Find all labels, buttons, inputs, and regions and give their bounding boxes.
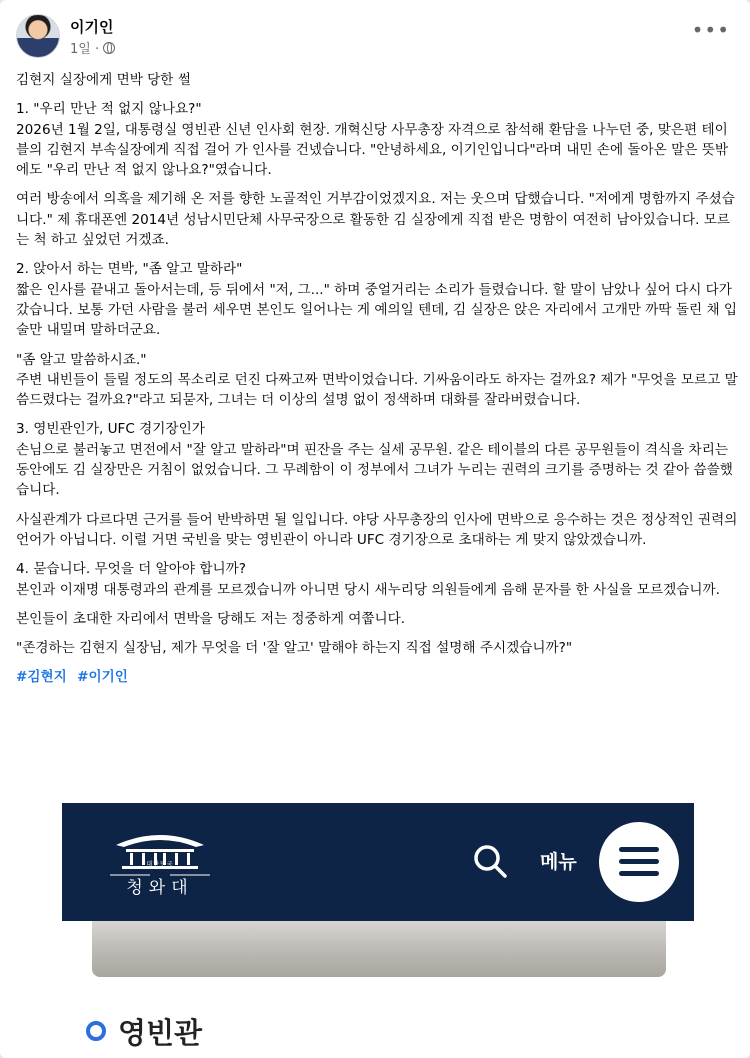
post-paragraph: "좀 알고 말씀하시죠." 주변 내빈들이 들릴 정도의 목소리로 던진 다짜고짜 면박이었습니다. 기싸움이라도 하자는 걸까요? 제가 "무엇을 모르고 말씀드렸다는 걸까요?"라고 되묻자, 그녀는 더 이상의 설명 없이 정색하며 대화를 잘라버렸습니다. [16,351,738,409]
hashtags [16,667,738,687]
hamburger-menu-icon[interactable] [599,822,679,902]
post-paragraph: 사실관계가 다르다면 근거를 들어 반박하면 될 일입니다. 야당 사무총장의 인사에 면박으로 응수하는 것은 정상적인 권력의 언어가 아닙니다. 이럴 거면 국빈을 맞는 영빈관이 아니라 UFC 경기장으로 초대하는 게 맞지 않았겠습니까. [16,511,738,548]
post-body [16,70,738,688]
site-header [62,803,694,921]
post-paragraph: "존경하는 김현지 실장님, 제가 무엇을 더 '잘 알고' 말해야 하는지 직접 설명해 주시겠습니까?" [16,640,573,657]
post-paragraph: 3. 영빈관인가, UFC 경기장인가 손님으로 불러놓고 면전에서 "잘 알고 말하라"며 핀잔을 주는 실세 공무원. 같은 테이블의 다른 공무원들이 격식을 차리는 동안에도 김 실장만은 거침이 없었습니다. 그 무례함이 이 정부에서 그녀가 누리는 권력의 크기를 증명하는 것 같아 씁쓸했습니다. [16,421,733,499]
post-time[interactable]: 1일 · [70,42,100,57]
author-name[interactable]: 이기인 [70,18,114,36]
post-paragraph: 본인들이 초대한 자리에서 면박을 당해도 저는 정중하게 여쭙니다. [16,610,406,627]
menu-label[interactable]: 메뉴 [540,851,577,873]
section-bullet-icon [86,1021,106,1041]
site-name: 청와대 [126,878,194,898]
post-paragraph: 여러 방송에서 의혹을 제기해 온 저를 향한 노골적인 거부감이었겠지요. 저는 웃으며 답했습니다. "저에게 명함까지 주셨습니다." 제 휴대폰엔 2014년 성남시민단체 사무국장으로 활동한 김 실장에게 직접 받은 명함이 여전히 남아있습니다. 모르는 척 하고 싶었던 거겠죠. [16,191,735,249]
post-meta [70,38,115,57]
avatar[interactable] [16,14,60,58]
post-paragraph: 2. 앉아서 하는 면박, "좀 알고 말하라" 짧은 인사를 끝내고 돌아서는데, 등 뒤에서 "저, 그..." 하며 중얼거리는 소리가 들렸습니다. 할 말이 남았나 싶어 다시 다가갔습니다. 보통 가던 사람을 불러 세우면 본인도 일어나는 게 예의일 텐데, 김 실장은 앉은 자리에서 고개만 까딱 돌린 채 입술만 내밀며 말하더군요. [16,261,738,339]
plaza-image [92,921,666,977]
section-title: 영빈관 [118,1016,203,1050]
hashtag-link[interactable]: #김현지 [16,669,67,686]
search-icon[interactable] [472,843,508,879]
globe-icon[interactable] [103,42,115,54]
post-header [16,14,734,62]
post-photo[interactable] [0,803,750,1058]
hashtag-link[interactable]: #이기인 [77,669,128,686]
more-icon[interactable]: ••• [691,18,730,42]
post-paragraph: 1. "우리 만난 적 없지 않나요?" 2026년 1월 2일, 대통령실 영빈관 신년 인사회 현장. 개혁신당 사무총장 자격으로 참석해 환담을 나누던 중, 맞은편 테이블의 김현지 부속실장에게 직접 걸어 가 인사를 건넸습니다. "안녕하세요, 이기인입니다"라며 내민 손에 돌아온 말은 뜻밖에도 "우리 만난 적 없지 않나요?"였습니다. [16,101,728,179]
site-subtitle: 대한민국 [146,861,174,868]
post-paragraph: 4. 묻습니다. 무엇을 더 알아야 합니까? 본인과 이재명 대통령과의 관계를 모르겠습니까 아니면 당시 새누리당 의원들에게 음해 문자를 한 사실을 모르겠습니까. [16,561,720,598]
post-title: 김현지 실장에게 면박 당한 썰 [16,72,191,88]
